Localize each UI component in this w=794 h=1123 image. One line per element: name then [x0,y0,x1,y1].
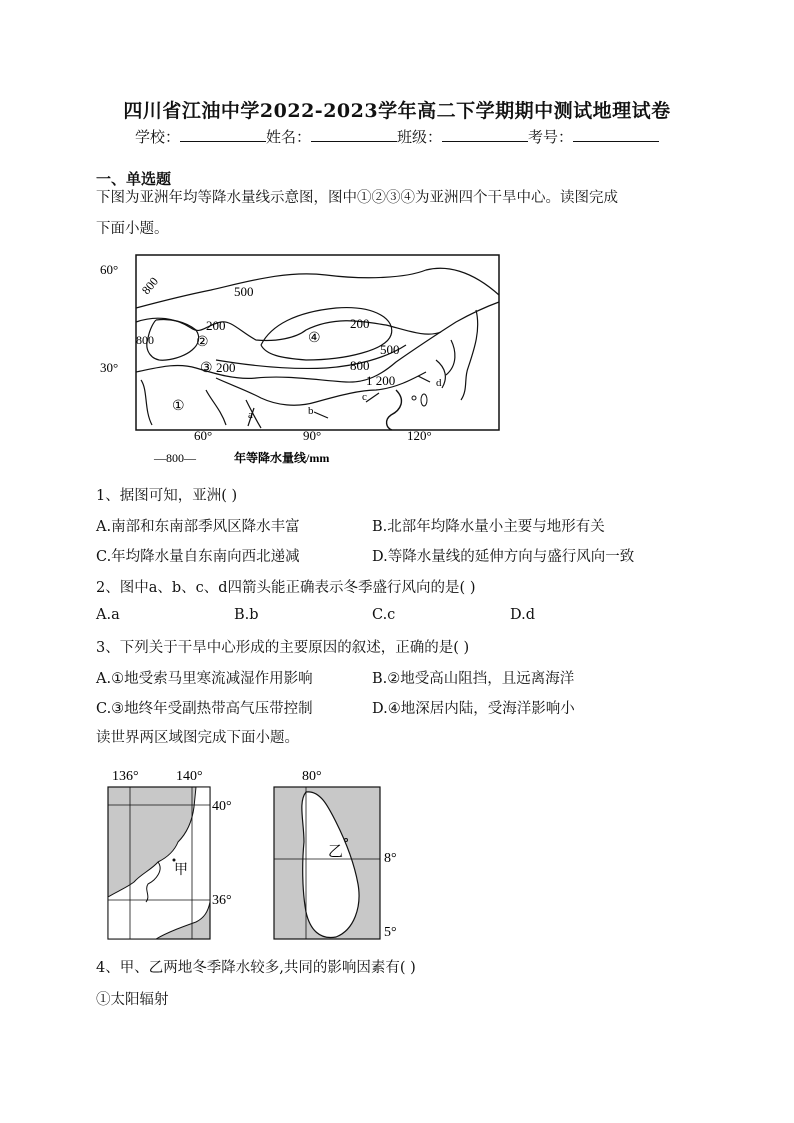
page-title: 四川省江油中学2022-2023学年高二下学期期中测试地理试卷 [123,100,671,122]
section-heading: 一、单选题 [96,170,172,188]
question-2-stem: 2、图中a、b、c、d四箭头能正确表示冬季盛行风向的是( ) [96,580,476,596]
q2-option-d[interactable]: D.d [510,607,535,623]
exam-no-field[interactable] [573,126,659,142]
isohyet-label: 200 [206,318,226,333]
lat-label: 30° [100,360,119,375]
region-map-jia [96,762,246,944]
lon-label: 140° [176,769,203,784]
student-info-line [0,126,794,147]
question-3-stem: 3、下列关于干旱中心形成的主要原因的叙述，正确的是( ) [96,640,470,656]
q1-option-d[interactable]: D.等降水量线的延伸方向与盛行风向一致 [372,549,635,565]
arrow-label: c [362,391,367,403]
lon-label: 136° [112,769,139,784]
lat-label: 8° [384,851,397,866]
isohyet-label: 200 [216,360,236,375]
lat-label: 5° [384,925,397,940]
drought-center-label: ① [172,399,185,414]
drought-center-label: ③ [200,361,213,376]
intro-2: 读世界两区域图完成下面小题。 [96,730,299,746]
lat-label: 36° [212,893,232,908]
isohyet-label: 500 [380,342,400,357]
class-field[interactable] [442,126,528,142]
school-label: 学校： [134,128,180,146]
place-label-yi: 乙 [328,844,344,860]
q1-option-b[interactable]: B.北部年均降水量小主要与地形有关 [372,519,605,535]
isohyet-label: 1 200 [366,373,396,388]
legend-symbol: —800— [154,451,196,465]
drought-center-label: ④ [308,331,321,346]
arrow-label: b [308,405,314,417]
q3-option-c[interactable]: C.③地终年受副热带高气压带控制 [96,701,313,717]
isohyet-label: 500 [234,284,254,299]
legend-text: 年等降水量线/mm [234,451,330,465]
question-1-stem: 1、据图可知，亚洲( ) [96,488,238,504]
question-4-stem: 4、甲、乙两地冬季降水较多,共同的影响因素有( ) [96,960,416,976]
place-label-jia: 甲 [174,863,188,878]
isohyet-label: 800 [138,274,162,298]
isohyet-label: 800 [350,358,370,373]
arrow-label: a [248,409,253,421]
arrow-label: d [436,377,442,389]
class-label: 班级： [397,128,443,146]
q3-option-b[interactable]: B.②地受高山阻挡，且远离海洋 [372,671,575,687]
school-field[interactable] [180,126,266,142]
isohyet-label: 800 [136,333,154,347]
q3-option-d[interactable]: D.④地深居内陆，受海洋影响小 [372,701,575,717]
q1-option-c[interactable]: C.年均降水量自东南向西北递减 [96,549,300,565]
lon-label: 80° [302,769,322,784]
drought-center-label: ② [196,335,209,350]
intro-line-2: 下面小题。 [96,221,169,237]
lat-label: 60° [100,262,119,277]
q2-option-a[interactable]: A.a [96,607,120,623]
name-label: 姓名： [265,128,311,146]
lon-label: 90° [303,428,322,443]
q3-option-a[interactable]: A.①地受索马里寒流减湿作用影响 [96,671,313,687]
q1-option-a[interactable]: A.南部和东南部季风区降水丰富 [96,519,300,535]
lon-label: 120° [407,428,432,443]
asia-precipitation-map [96,250,508,470]
q4-option-1[interactable]: ①太阳辐射 [96,992,169,1008]
q2-option-b[interactable]: B.b [234,607,259,623]
lat-label: 40° [212,799,232,814]
exam-no-label: 考号： [528,128,574,146]
lon-label: 60° [194,428,213,443]
q2-option-c[interactable]: C.c [372,607,396,623]
isohyet-label: 200 [350,316,370,331]
intro-line-1: 下图为亚洲年均等降水量线示意图，图中①②③④为亚洲四个干旱中心。读图完成 [96,190,618,206]
region-map-yi [268,762,418,944]
name-field[interactable] [311,126,397,142]
